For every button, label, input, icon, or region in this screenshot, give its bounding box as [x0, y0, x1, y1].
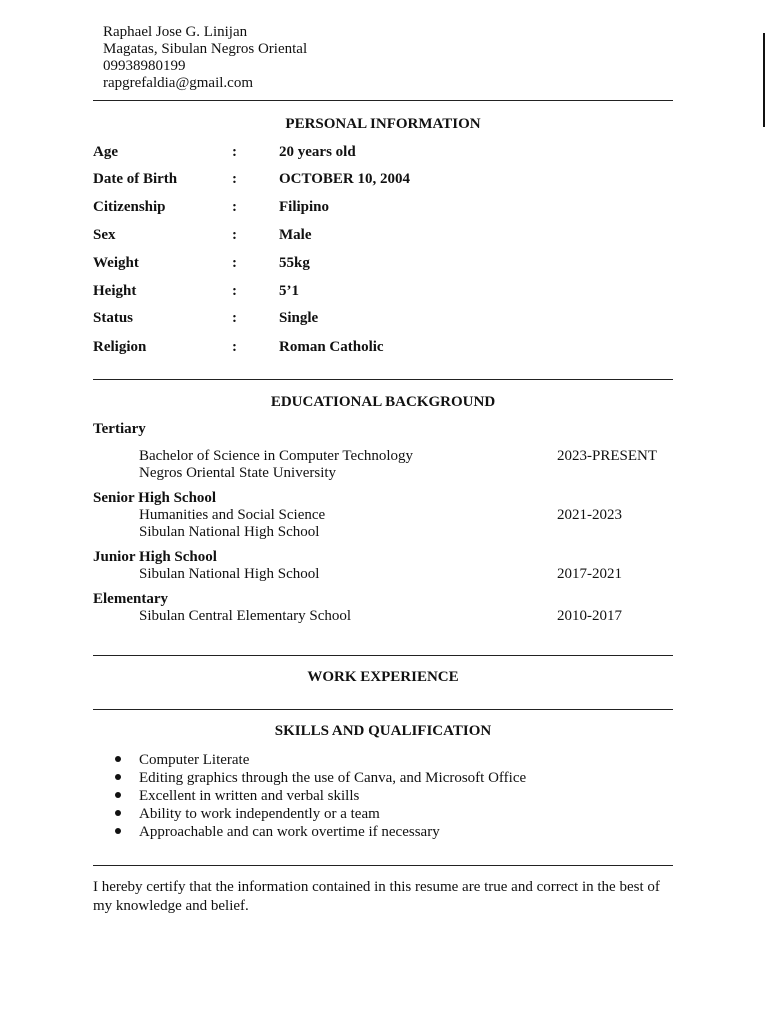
certification-statement: I hereby certify that the information contained in this resume are true and correct in the best of my knowledge and belief. [93, 879, 660, 914]
divider [93, 865, 673, 866]
applicant-name: Raphael Jose G. Linijan [103, 24, 248, 40]
tertiary-level: Tertiary [93, 421, 146, 437]
divider [93, 379, 673, 380]
applicant-address: Magatas, Sibulan Negros Oriental [103, 41, 308, 57]
date-of-birth-label: Date of Birth [93, 171, 178, 187]
elementary-years: 2010-2017 [557, 608, 622, 624]
status-label: Status [93, 310, 134, 326]
educational-background-heading: EDUCATIONAL BACKGROUND [270, 394, 496, 410]
status-value: Single [279, 310, 319, 326]
tertiary-course: Bachelor of Science in Computer Technology [139, 448, 414, 464]
bullet-icon [115, 810, 121, 816]
age-label: Age [93, 144, 118, 160]
junior-high-level: Junior High School [93, 549, 217, 565]
religion-value: Roman Catholic [279, 339, 384, 355]
citizenship-label: Citizenship [93, 199, 166, 215]
personal-information-heading: PERSONAL INFORMATION [285, 116, 481, 132]
divider [93, 709, 673, 710]
skill-item: Approachable and can work overtime if necessary [139, 824, 440, 840]
sex-label: Sex [93, 227, 116, 243]
senior-high-level: Senior High School [93, 490, 217, 506]
elementary-school: Sibulan Central Elementary School [139, 608, 352, 624]
weight-value: 55kg [279, 255, 310, 271]
height-value: 5’1 [279, 283, 299, 299]
separator-colon: : [232, 227, 237, 243]
weight-label: Weight [93, 255, 139, 271]
senior-high-years: 2021-2023 [557, 507, 622, 523]
separator-colon: : [232, 339, 237, 355]
divider [93, 100, 673, 101]
religion-label: Religion [93, 339, 147, 355]
separator-colon: : [232, 171, 237, 187]
junior-high-years: 2017-2021 [557, 566, 622, 582]
citizenship-value: Filipino [279, 199, 330, 215]
separator-colon: : [232, 255, 237, 271]
senior-high-school: Sibulan National High School [139, 524, 320, 540]
skill-item: Editing graphics through the use of Canva, and Microsoft Office [139, 770, 527, 786]
tertiary-school: Negros Oriental State University [139, 465, 337, 481]
bullet-icon [115, 756, 121, 762]
bullet-icon [115, 828, 121, 834]
separator-colon: : [232, 310, 237, 326]
age-value: 20 years old [279, 144, 356, 160]
divider [93, 655, 673, 656]
senior-high-course: Humanities and Social Science [139, 507, 326, 523]
date-of-birth-value: OCTOBER 10, 2004 [279, 171, 410, 187]
bullet-icon [115, 792, 121, 798]
skill-item: Computer Literate [139, 752, 250, 768]
skill-item: Ability to work independently or a team [139, 806, 380, 822]
junior-high-school: Sibulan National High School [139, 566, 320, 582]
bullet-icon [115, 774, 121, 780]
height-label: Height [93, 283, 137, 299]
separator-colon: : [232, 199, 237, 215]
skills-heading: SKILLS AND QUALIFICATION [274, 723, 492, 739]
separator-colon: : [232, 283, 237, 299]
work-experience-heading: WORK EXPERIENCE [307, 669, 459, 685]
separator-colon: : [232, 144, 237, 160]
sex-value: Male [279, 227, 312, 243]
page-edge-marker [763, 33, 765, 127]
skill-item: Excellent in written and verbal skills [139, 788, 360, 804]
applicant-phone: 09938980199 [103, 58, 186, 74]
applicant-email: rapgrefaldia@gmail.com [103, 75, 253, 91]
tertiary-years: 2023-PRESENT [557, 448, 658, 464]
elementary-level: Elementary [93, 591, 168, 607]
